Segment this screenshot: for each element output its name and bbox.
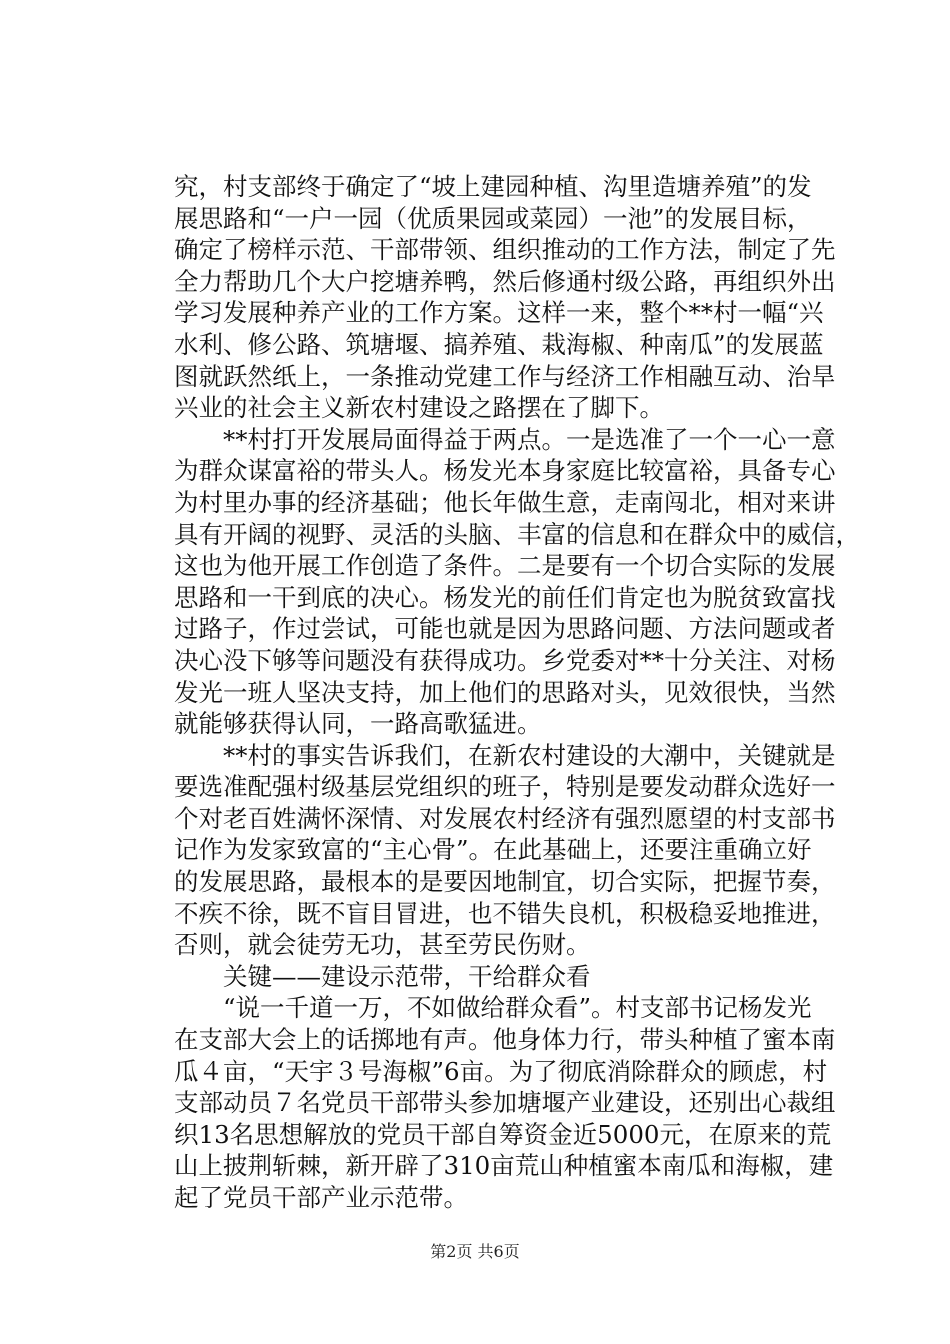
text-line: 就能够获得认同，一路高歌猛进。 xyxy=(174,709,542,739)
text-line: 为群众谋富裕的带头人。杨发光本身家庭比较富裕，具备专心 xyxy=(174,456,836,486)
text-line: 记作为发家致富的“主心骨”。在此基础上，还要注重确立好 xyxy=(174,835,812,865)
text-line: 思路和一干到底的决心。杨发光的前任们肯定也为脱贫致富找 xyxy=(174,582,836,612)
text-line: 过路子，作过尝试，可能也就是因为思路问题、方法问题或者 xyxy=(174,614,836,644)
text-line: 支部动员７名党员干部带头参加塘堰产业建设，还别出心裁组 xyxy=(174,1088,836,1118)
text-line: 的发展思路，最根本的是要因地制宜，切合实际，把握节奏， xyxy=(174,867,836,897)
text-line: 个对老百姓满怀深情、对发展农村经济有强烈愿望的村支部书 xyxy=(174,803,836,833)
text-line: 展思路和“一户一园（优质果园或菜园）一池”的发展目标， xyxy=(174,203,812,233)
text-line: 全力帮助几个大户挖塘养鸭，然后修通村级公路，再组织外出 xyxy=(174,266,836,296)
text-line: “说一千道一万，不如做给群众看”。村支部书记杨发光 xyxy=(174,993,812,1023)
text-line: 具有开阔的视野、灵活的头脑、丰富的信息和在群众中的威信， xyxy=(174,519,860,549)
text-line: 确定了榜样示范、干部带领、组织推动的工作方法，制定了先 xyxy=(174,235,836,265)
text-line: 起了党员干部产业示范带。 xyxy=(174,1183,468,1212)
body-text xyxy=(174,171,864,1214)
text-line: 学习发展种养产业的工作方案。这样一来，整个**村一幅“兴 xyxy=(174,298,824,328)
text-line: 决心没下够等问题没有获得成功。乡党委对**十分关注、对杨 xyxy=(174,645,836,675)
text-line: 为村里办事的经济基础；他长年做生意，走南闯北，相对来讲 xyxy=(174,487,836,517)
text-line: 瓜４亩，“天宇３号海椒”6亩。为了彻底消除群众的顾虑，村 xyxy=(174,1056,828,1086)
text-line: 这也为他开展工作创造了条件。二是要有一个切合实际的发展 xyxy=(174,551,836,581)
text-line: 发光一班人坚决支持，加上他们的思路对头，见效很快，当然 xyxy=(174,677,836,707)
text-line: 不疾不徐，既不盲目冒进，也不错失良机，积极稳妥地推进， xyxy=(174,898,836,928)
section-heading: 关键——建设示范带，干给群众看 xyxy=(174,961,591,991)
text-line: 水利、修公路、筑塘堰、搞养殖、栽海椒、种南瓜”的发展蓝 xyxy=(174,329,824,359)
text-line: 织13名思想解放的党员干部自筹资金近5000元，在原来的荒 xyxy=(174,1119,832,1149)
text-line: 要选准配强村级基层党组织的班子，特别是要发动群众选好一 xyxy=(174,772,836,802)
text-line: **村的事实告诉我们，在新农村建设的大潮中，关键就是 xyxy=(174,740,836,770)
text-line: 在支部大会上的话掷地有声。他身体力行，带头种植了蜜本南 xyxy=(174,1025,836,1055)
page-number-footer: 第2页 共6页 xyxy=(430,1242,520,1261)
text-line: 山上披荆斩棘，新开辟了310亩荒山种植蜜本南瓜和海椒，建 xyxy=(174,1151,834,1181)
text-line: 兴业的社会主义新农村建设之路摆在了脚下。 xyxy=(174,393,664,423)
text-line: 究，村支部终于确定了“坡上建园种植、沟里造塘养殖”的发 xyxy=(174,172,812,201)
text-line: 否则，就会徒劳无功，甚至劳民伤财。 xyxy=(174,930,591,960)
text-line: **村打开发展局面得益于两点。一是选准了一个一心一意 xyxy=(174,424,836,454)
text-line: 图就跃然纸上，一条推动党建工作与经济工作相融互动、治旱 xyxy=(174,361,836,391)
